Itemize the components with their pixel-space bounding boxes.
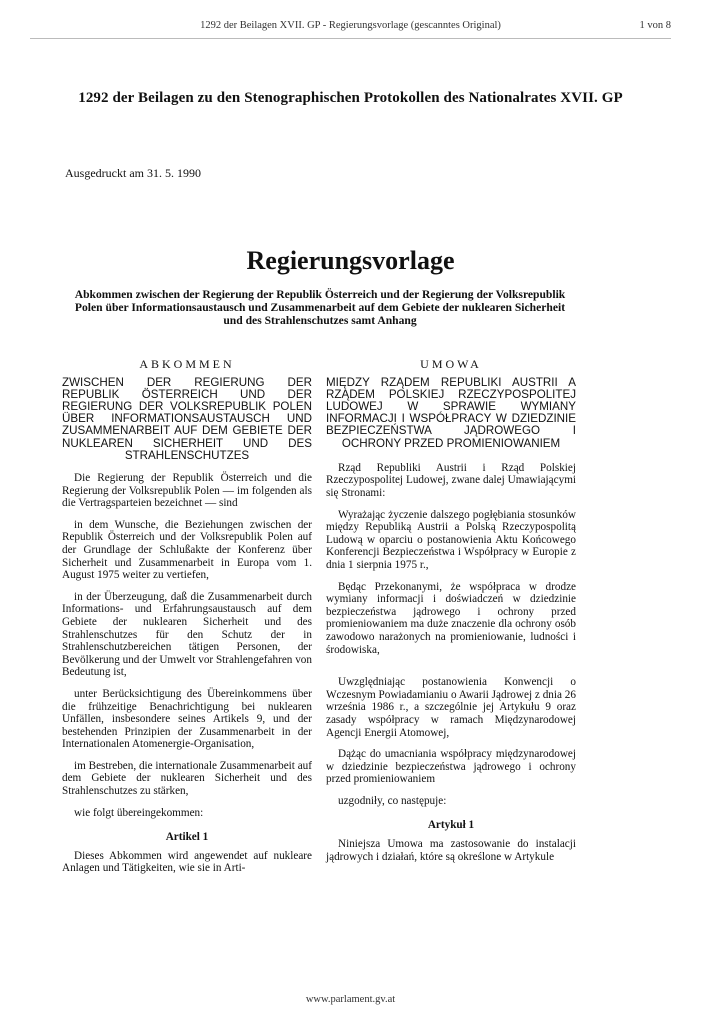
polish-paragraph: uzgodniły, co następuje: — [338, 794, 447, 807]
german-article-title: Artikel 1 — [165, 831, 209, 844]
document-series-title: 1292 der Beilagen zu den Stenographischen Protokollen des Nationalrates XVII. GP — [78, 90, 623, 106]
header-divider — [30, 38, 671, 39]
printed-date: Ausgedruckt am 31. 5. 1990 — [65, 166, 201, 180]
polish-article-text: Niniejsza Umowa ma zastosowanie do instalacji jądrowych i działań, które są określone w Artykule — [326, 838, 576, 863]
header-document-reference: 1292 der Beilagen XVII. GP - Regierungsvorlage (gescanntes Original) — [200, 20, 501, 31]
polish-paragraph: Wyrażając życzenie dalszego pogłębiania stosunków między Republiką Austrii a Polską Rzeczypospolitą Ludową w oparciu o postanowienia Aktu Końcowego Konferencji Bezpieczeństwa i Współpracy w Europie z dnia 1 sierpnia 1975 r., — [326, 508, 576, 571]
footer-url: www.parlament.gv.at — [305, 994, 396, 1005]
document-type-heading: Regierungsvorlage — [246, 246, 455, 275]
page-indicator: 1 von 8 — [639, 20, 671, 31]
german-paragraph: im Bestreben, die internationale Zusammenarbeit auf dem Gebiete der nuklearen Sicherheit und des Strahlenschutzes zu stärken, — [62, 759, 312, 798]
german-heading: ABKOMMEN — [139, 357, 235, 371]
polish-paragraph: Będąc Przekonanymi, że współpraca w drodze wymiany informacji i doświadczeń w dziedzinie bezpieczeństwa jądrowego i ochrony przed promieniowaniem ma duże znaczenie dla ochrony osób zawodowo narażonych na promieniowanie, ludności i środowiska, — [326, 580, 576, 656]
german-article-text: Dieses Abkommen wird angewendet auf nukleare Anlagen und Tätigkeiten, wie sie in Arti- — [62, 849, 312, 875]
page-header — [0, 20, 701, 36]
polish-paragraph: Dążąc do umacniania współpracy międzynarodowej w dziedzinie bezpieczeństwa jądrowego i ochrony przed promieniowaniem — [326, 748, 576, 786]
german-subheading: ZWISCHEN DER REGIERUNG DER REPUBLIK ÖSTERREICH UND DER REGIERUNG DER VOLKSREPUBLIK POLEN ÜBER INFORMATIONSAUSTAUSCH UND ZUSAMMENARBEIT AUF DEM GEBIETE DER NUKLEAREN SICHERHEIT UND DES STRAHLENSCHUTZES — [62, 375, 312, 462]
german-paragraph: Die Regierung der Republik Österreich und die Regierung der Volksrepublik Polen — im folgenden als die Vertragsparteien bezeichnet — sind — [62, 472, 312, 510]
german-paragraph: in der Überzeugung, daß die Zusammenarbeit durch Informations- und Erfahrungsaustausch auf dem Gebiete der nuklearen Sicherheit und des Strahlenschutzes für den Schutz der in Strahlenschutzbereichen tätigen Personen, der Bevölkerung und der Umwelt vor Strahlengefahren von Bedeutung ist, — [62, 590, 312, 679]
polish-paragraph: Uwzględniając postanowienia Konwencji o Wczesnym Powiadamianiu o Awarii Jądrowej z dnia 26 września 1986 r., a szczególnie jej Artykułu 9 oraz zasady współpracy w ramach Międzynarodowej Agencji Energii Atomowej, — [326, 676, 576, 739]
polish-heading: UMOWA — [420, 357, 482, 371]
german-paragraph: in dem Wunsche, die Beziehungen zwischen der Republik Österreich und der Volksrepublik Polen auf der Grundlage der Schlußakte der Konferenz über Sicherheit und Zusammenarbeit in Europa vom 1. August 1975 weiter zu vertiefen, — [62, 518, 312, 582]
polish-column — [326, 358, 576, 872]
german-column — [62, 358, 312, 884]
polish-paragraph: Rząd Republiki Austrii i Rząd Polskiej Rzeczypospolitej Ludowej, zwane dalej Umawiającymi się Stronami: — [326, 461, 576, 499]
german-paragraph: wie folgt übereingekommen: — [74, 806, 204, 819]
german-paragraph: unter Berücksichtigung des Übereinkommens über die frühzeitige Benachrichtigung bei nuklearen Unfällen, insbesondere seines Artikels 9, und der bestehenden Prinzipien der Zusammenarbeit in der Internationalen Atomenergie-Organisation, — [62, 687, 312, 751]
document-subtitle: Abkommen zwischen der Regierung der Republik Österreich und der Regierung der Volksrepublik Polen über Informationsaustausch und Zusammenarbeit auf dem Gebiete der nuklearen Sicherheit und des Strahlenschutzes samt Anhang — [74, 288, 566, 327]
polish-article-title: Artykuł 1 — [427, 819, 475, 832]
polish-subheading: MIĘDZY RZĄDEM REPUBLIKI AUSTRII A RZĄDEM POLSKIEJ RZECZYPOSPOLITEJ LUDOWEJ W SPRAWIE WYMIANY INFORMACJI I WSPÓŁPRACY W DZIEDZINIE BEZPIECZEŃSTWA JĄDROWEGO I OCHRONY PRZED PROMIENIOWANIEM — [326, 375, 576, 450]
